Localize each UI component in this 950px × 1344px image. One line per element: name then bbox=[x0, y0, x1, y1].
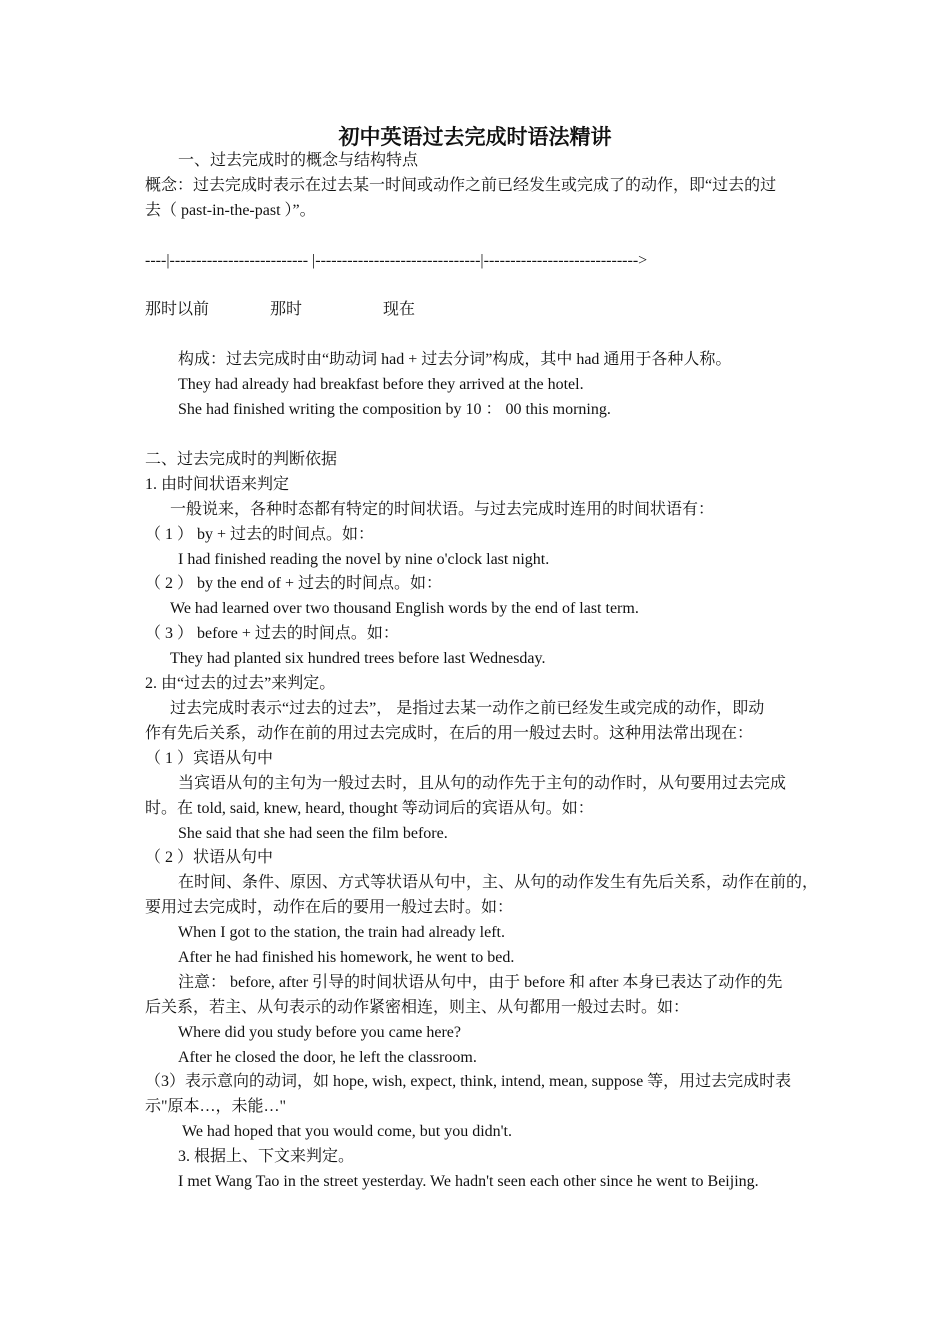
point2-sub-2-text-line-2: 要用过去完成时，动作在后的要用一般过去时。如： bbox=[145, 899, 514, 916]
point2-heading: 2. 由“过去的过去”来判定。 bbox=[145, 675, 336, 692]
point1-intro: 一般说来，各种时态都有特定的时间状语。与过去完成时连用的时间状语有： bbox=[170, 501, 715, 518]
point1-item-2-example: We had learned over two thousand English words by the end of last term. bbox=[170, 600, 639, 617]
point2-text-line-1: 过去完成时表示“过去的过去”， 是指过去某一动作之前已经发生或完成的动作，即动 bbox=[170, 700, 765, 717]
point3-heading: 3. 根据上、下文来判定。 bbox=[178, 1148, 355, 1165]
point1-item-3: （ 3 ） before + 过去的时间点。如： bbox=[145, 625, 399, 642]
point2-sub-2: （ 2 ）状语从句中 bbox=[145, 849, 274, 866]
note-example-2: After he closed the door, he left the classroom. bbox=[178, 1049, 477, 1066]
point2-sub-2-text-line-1: 在时间、条件、原因、方式等状语从句中，主、从句的动作发生有先后关系，动作在前的， bbox=[178, 874, 819, 891]
concept-line-1: 概念：过去完成时表示在过去某一时间或动作之前已经发生或完成了的动作，即“过去的过 bbox=[145, 177, 777, 194]
concept-line-2: 去（ past-in-the-past ）”。 bbox=[145, 202, 316, 219]
timeline-label-before: 那时以前 bbox=[145, 301, 210, 318]
point2-sub-2-example-2: After he had finished his homework, he went to bed. bbox=[178, 949, 515, 966]
note-line-2: 后关系，若主、从句表示的动作紧密相连，则主、从句都用一般过去时。如： bbox=[145, 999, 690, 1016]
point2-sub-3-line-2: 示"原本…，未能…" bbox=[145, 1098, 287, 1115]
point2-sub-1-example: She said that she had seen the film before. bbox=[178, 825, 448, 842]
timeline-label-now: 现在 bbox=[383, 301, 416, 318]
structure-text: 构成：过去完成时由“助动词 had + 过去分词”构成，其中 had 通用于各种人称。 bbox=[178, 351, 732, 368]
point1-item-1: （ 1 ） by + 过去的时间点。如： bbox=[145, 526, 375, 543]
point2-sub-3-example: We had hoped that you would come, but you didn't. bbox=[182, 1123, 512, 1140]
point2-sub-1-text-line-2: 时。在 told, said, knew, heard, thought 等动词后的宾语从句。如： bbox=[145, 800, 594, 817]
structure-example-1: They had already had breakfast before they arrived at the hotel. bbox=[178, 376, 584, 393]
note-line-1: 注意： before, after 引导的时间状语从句中，由于 before 和 after 本身已表达了动作的先 bbox=[178, 974, 783, 991]
point2-text-line-2: 作有先后关系，动作在前的用过去完成时，在后的用一般过去时。这种用法常出现在： bbox=[145, 725, 754, 742]
note-example-1: Where did you study before you came here? bbox=[178, 1024, 461, 1041]
structure-example-2: She had finished writing the composition by 10 ： 00 this morning. bbox=[178, 401, 611, 418]
timeline-labels bbox=[145, 300, 815, 320]
point2-sub-3-line-1: （3）表示意向的动词，如 hope, wish, expect, think, intend, mean, suppose 等，用过去完成时表 bbox=[145, 1073, 792, 1090]
document-title: 初中英语过去完成时语法精讲 bbox=[338, 125, 612, 149]
section1-heading: 一、过去完成时的概念与结构特点 bbox=[178, 152, 419, 169]
timeline-label-then: 那时 bbox=[270, 301, 303, 318]
point1-heading: 1. 由时间状语来判定 bbox=[145, 476, 290, 493]
point1-item-2: （ 2 ） by the end of + 过去的时间点。如： bbox=[145, 575, 443, 592]
point3-example: I met Wang Tao in the street yesterday. We hadn't seen each other since he went to Beijing. bbox=[178, 1173, 759, 1190]
point2-sub-2-example-1: When I got to the station, the train had already left. bbox=[178, 924, 505, 941]
section2-heading: 二、过去完成时的判断依据 bbox=[145, 451, 338, 468]
point2-sub-1: （ 1 ）宾语从句中 bbox=[145, 750, 274, 767]
point1-item-1-example: I had finished reading the novel by nine o'clock last night. bbox=[178, 551, 550, 568]
point1-item-3-example: They had planted six hundred trees before last Wednesday. bbox=[170, 650, 546, 667]
point2-sub-1-text-line-1: 当宾语从句的主句为一般过去时，且从句的动作先于主句的动作时，从句要用过去完成 bbox=[178, 775, 787, 792]
timeline-arrow: ----|-------------------------- |-------------------------------|-----------------------------> bbox=[145, 252, 648, 269]
